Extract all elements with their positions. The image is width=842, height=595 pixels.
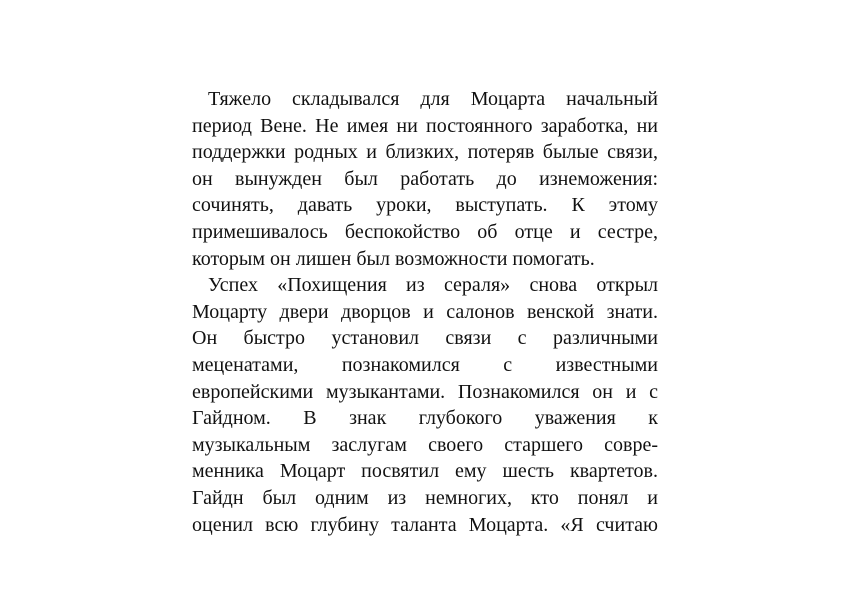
text-line: менника Моцарт посвятил ему шесть квартетов. [192, 460, 658, 483]
text-line: сочинять, давать уроки, выступать. К этому [192, 194, 658, 217]
paragraph-1 [192, 86, 658, 272]
text-line: поддержки родных и близких, потеряв былые связи, [192, 141, 658, 164]
text-line: Гайдн был одним из немногих, кто понял и [192, 486, 658, 509]
text-line: Он быстро установил связи с различными [192, 327, 658, 350]
text-line: меценатами, познакомился с известными [192, 353, 658, 376]
text-line: период Вене. Не имея ни постоянного заработка, ни [192, 114, 658, 137]
text-line: оценил всю глубину таланта Моцарта. «Я считаю [192, 513, 658, 536]
text-line: Успех «Похищения из сераля» снова открыл [208, 274, 658, 297]
text-line: музыкальным заслугам своего старшего совре- [192, 433, 658, 456]
text-line: Моцарту двери дворцов и салонов венской знати. [192, 300, 658, 323]
text-line: примешивалось беспокойство об отце и сестре, [192, 220, 658, 243]
text-line: европейскими музыкантами. Познакомился он и с [192, 380, 658, 403]
text-line: которым он лишен был возможности помогать. [192, 247, 595, 270]
text-line: Тяжело складывался для Моцарта начальный [208, 88, 658, 110]
text-line [192, 538, 658, 565]
text-line: Гайдном. В знак глубокого уважения к [192, 407, 658, 430]
paragraph-2 [192, 272, 658, 565]
body-text [192, 86, 658, 565]
text-line: он вынужден был работать до изнеможения: [192, 167, 658, 190]
